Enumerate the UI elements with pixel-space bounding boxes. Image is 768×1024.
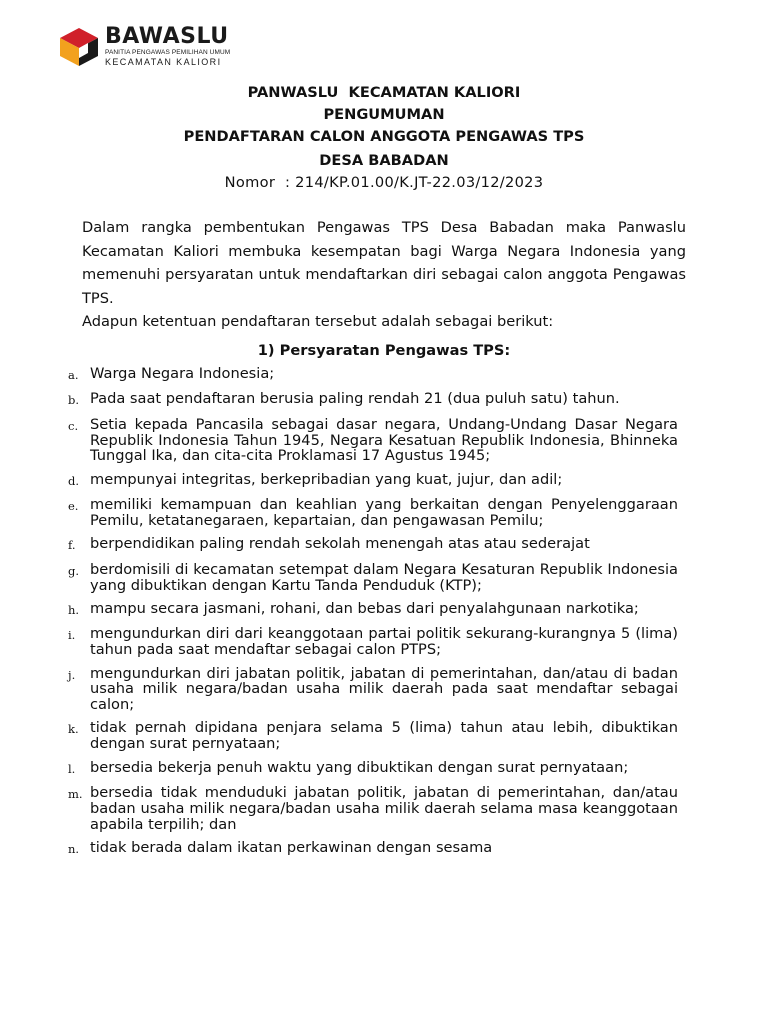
list-item-text: Setia kepada Pancasila sebagai dasar negara, Undang-Undang Dasar Negara Republik Indonesia Tahun 1945, Negara Kesatuan Republik Indonesia, Bhinneka Tunggal Ika, dan cita-cita Proklamasi 17 Agustus 1945; [90, 415, 678, 465]
title-line-3: PENDAFTARAN CALON ANGGOTA PENGAWAS TPS [183, 128, 585, 145]
list-item-text: memiliki kemampuan dan keahlian yang berkaitan dengan Penyelenggaraan Pemilu, ketatanegaraen, kepartaian, dan pengawasan Pemilu; [90, 496, 678, 529]
list-item [68, 760, 678, 778]
document-number: Nomor : 214/KP.01.00/K.JT-22.03/12/2023 [224, 174, 544, 191]
list-item-letter: l. [68, 761, 76, 776]
list-item [68, 785, 678, 832]
list-item [68, 666, 678, 713]
list-item [68, 562, 678, 594]
list-item-letter: d. [68, 473, 80, 488]
list-item-letter: f. [68, 538, 76, 553]
list-item [68, 601, 678, 619]
list-item-letter: j. [68, 667, 76, 682]
logo-location: KECAMATAN KALIORI [105, 57, 222, 67]
bawaslu-emblem-icon [58, 26, 100, 68]
list-item-letter: k. [68, 722, 79, 737]
list-item-letter: e. [68, 499, 79, 514]
list-item-text: berdomisili di kecamatan setempat dalam Negara Kesaturan Republik Indonesia yang dibuktikan dengan Kartu Tanda Penduduk (KTP); [90, 560, 678, 594]
logo-subtitle: PANITIA PENGAWAS PEMILIHAN UMUM [105, 49, 231, 56]
list-item-text: mempunyai integritas, berkepribadian yang kuat, jujur, dan adil; [90, 470, 563, 488]
intro-paragraph: Dalam rangka pembentukan Pengawas TPS Desa Babadan maka Panwaslu Kecamatan Kaliori membuka kesempatan bagi Warga Negara Indonesia yang memenuhi persyaratan untuk mendaftarkan diri sebagai calon anggota Pengawas TPS. [82, 219, 686, 307]
bawaslu-logo [58, 26, 230, 68]
list-item-text: bersedia bekerja penuh waktu yang dibuktikan dengan surat pernyataan; [90, 758, 629, 776]
list-item-text: Warga Negara Indonesia; [90, 365, 275, 382]
title-line-1: PANWASLU KECAMATAN KALIORI [247, 84, 521, 101]
list-item-letter: h. [68, 602, 80, 617]
list-item-letter: m. [68, 787, 83, 802]
list-item-text: mampu secara jasmani, rohani, dan bebas dari penyalahgunaan narkotika; [90, 599, 639, 617]
list-item [68, 536, 678, 554]
list-item-text: tidak pernah dipidana penjara selama 5 (lima) tahun atau lebih, dibuktikan dengan surat pernyataan; [90, 719, 678, 753]
list-item [68, 840, 678, 858]
list-item-letter: g. [68, 563, 80, 578]
list-item-letter: n. [68, 842, 80, 857]
list-item-text: mengundurkan diri dari keanggotaan partai politik sekurang-kurangnya 5 (lima) tahun pada saat mendaftar sebagai calon PTPS; [90, 625, 678, 659]
list-item-text: mengundurkan diri jabatan politik, jabatan di pemerintahan, dan/atau di badan usaha milik negara/badan usaha milik daerah pada saat mendaftar sebagai calon; [90, 664, 678, 714]
title-line-2: PENGUMUMAN [323, 106, 445, 123]
list-item-letter: i. [68, 628, 76, 643]
intro-second-line: Adapun ketentuan pendaftaran tersebut adalah sebagai berikut: [82, 313, 554, 331]
list-item-text: bersedia tidak menduduki jabatan politik, jabatan di pemerintahan, dan/atau badan usaha milik negara/badan usaha milik daerah selama masa keanggotaan apabila terpilih; dan [90, 784, 678, 833]
list-item-text: berpendidikan paling rendah sekolah menengah atas atau sederajat [90, 535, 590, 553]
list-item-letter: b. [68, 393, 80, 408]
section-heading: 1) Persyaratan Pengawas TPS: [257, 342, 511, 359]
list-item [68, 720, 678, 752]
title-line-4: DESA BABADAN [319, 152, 449, 169]
list-item [68, 626, 678, 658]
list-item-text: tidak berada dalam ikatan perkawinan dengan sesama [90, 839, 493, 857]
intro-section [82, 216, 686, 334]
logo-name: BAWASLU [105, 24, 229, 49]
list-item [68, 417, 678, 464]
requirements-list [68, 366, 678, 865]
list-item-letter: c. [68, 418, 79, 433]
list-item [68, 472, 678, 490]
list-item [68, 391, 678, 409]
list-item-text: Pada saat pendaftaran berusia paling rendah 21 (dua puluh satu) tahun. [90, 390, 620, 408]
list-item-letter: a. [68, 368, 79, 382]
list-item [68, 497, 678, 529]
list-item [68, 366, 678, 384]
